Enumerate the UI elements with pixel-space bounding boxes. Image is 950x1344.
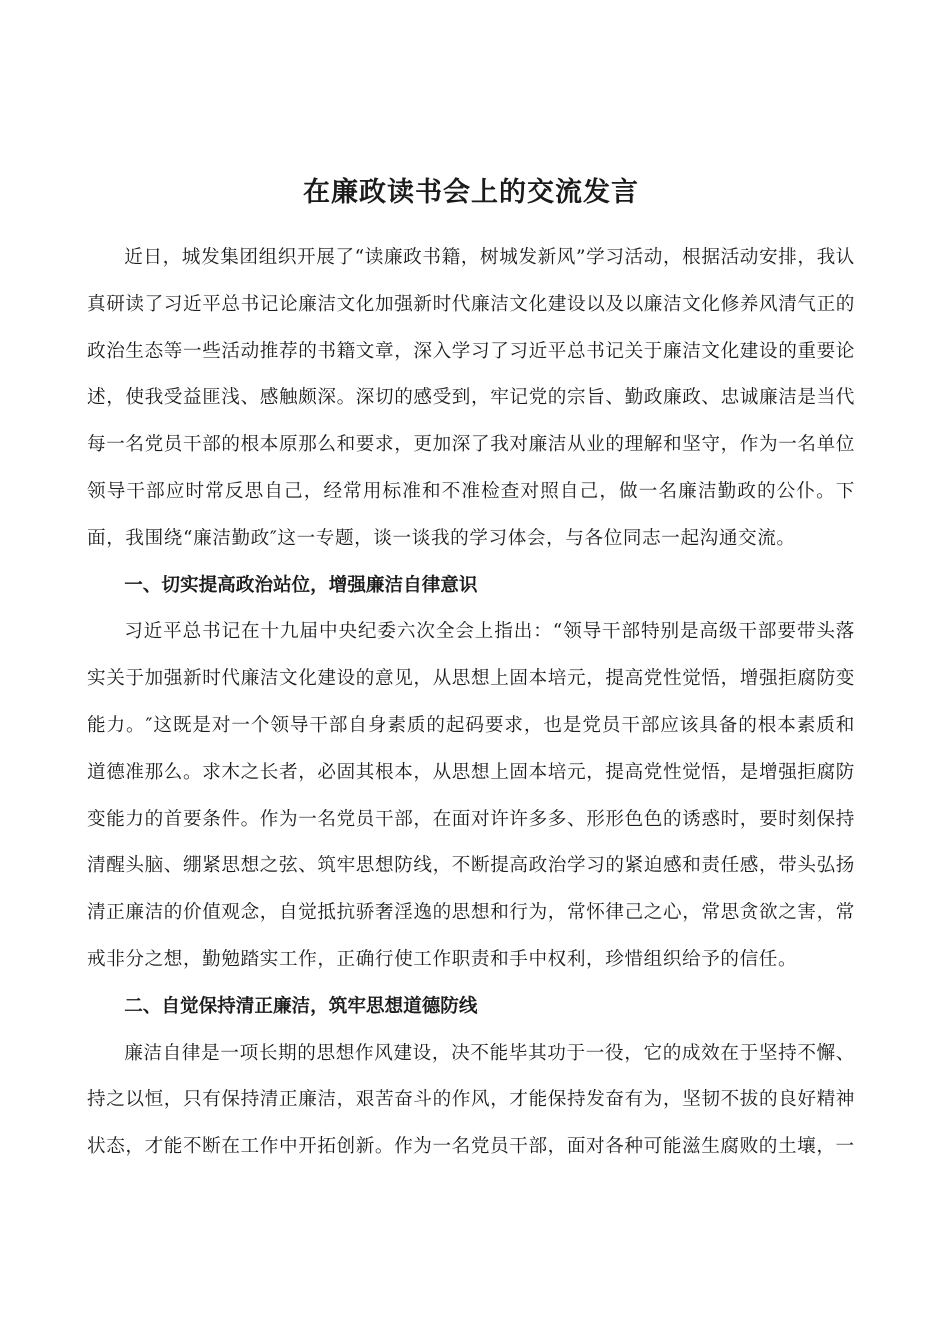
document-title: 在廉政读书会上的交流发言 xyxy=(303,177,639,209)
section-2-paragraph: 廉洁自律是一项长期的思想作风建设，决不能毕其功于一役，它的成效在于坚持不懈、持之以恒，只有保持清正廉洁，艰苦奋斗的作风，才能保持发奋有为，坚韧不拔的良好精神状态，才能不断在工作中开拓创新。作为一名党员干部，面对各种可能滋生腐败的土壤，一 xyxy=(87,1042,855,1158)
intro-paragraph: 近日，城发集团组织开展了“读廉政书籍，树城发新风”学习活动，根据活动安排，我认真研读了习近平总书记论廉洁文化加强新时代廉洁文化建设以及以廉洁文化修养风清气正的政治生态等一些活动推荐的书籍文章，深入学习了习近平总书记关于廉洁文化建设的重要论述，使我受益匪浅、感触颇深。深切的感受到，牢记党的宗旨、勤政廉政、忠诚廉洁是当代每一名党员干部的根本原那么和要求，更加深了我对廉洁从业的理解和坚守，作为一名单位领导干部应时常反思自己，经常用标准和不准检查对照自己，做一名廉洁勤政的公仆。下面，我围绕“廉洁勤政″这一专题，谈一谈我的学习体会，与各位同志一起沟通交流。 xyxy=(87,247,855,549)
section-heading-2: 二、自觉保持清正廉洁，筑牢思想道德防线 xyxy=(124,995,478,1017)
section-heading-1: 一、切实提高政治站位，增强廉洁自律意识 xyxy=(124,574,478,596)
document-body xyxy=(87,235,855,1171)
section-1-paragraph: 习近平总书记在十九届中央纪委六次全会上指出：“领导干部特别是高级干部要带头落实关于加强新时代廉洁文化建设的意见，从思想上固本培元，提高党性觉悟，增强拒腐防变能力。″这既是对一个领导干部自身素质的起码要求，也是党员干部应该具备的根本素质和道德准那么。求木之长者，必固其根本，从思想上固本培元，提高党性觉悟，是增强拒腐防变能力的首要条件。作为一名党员干部，在面对许许多多、形形色色的诱惑时，要时刻保持清醒头脑、绷紧思想之弦、筑牢思想防线，不断提高政治学习的紧迫感和责任感，带头弘扬清正廉洁的价值观念，自觉抵抗骄奢淫逸的思想和行为，常怀律己之心，常思贪欲之害，常戒非分之想，勤勉踏实工作，正确行使工作职责和手中权利，珍惜组织给予的信任。 xyxy=(87,621,855,970)
